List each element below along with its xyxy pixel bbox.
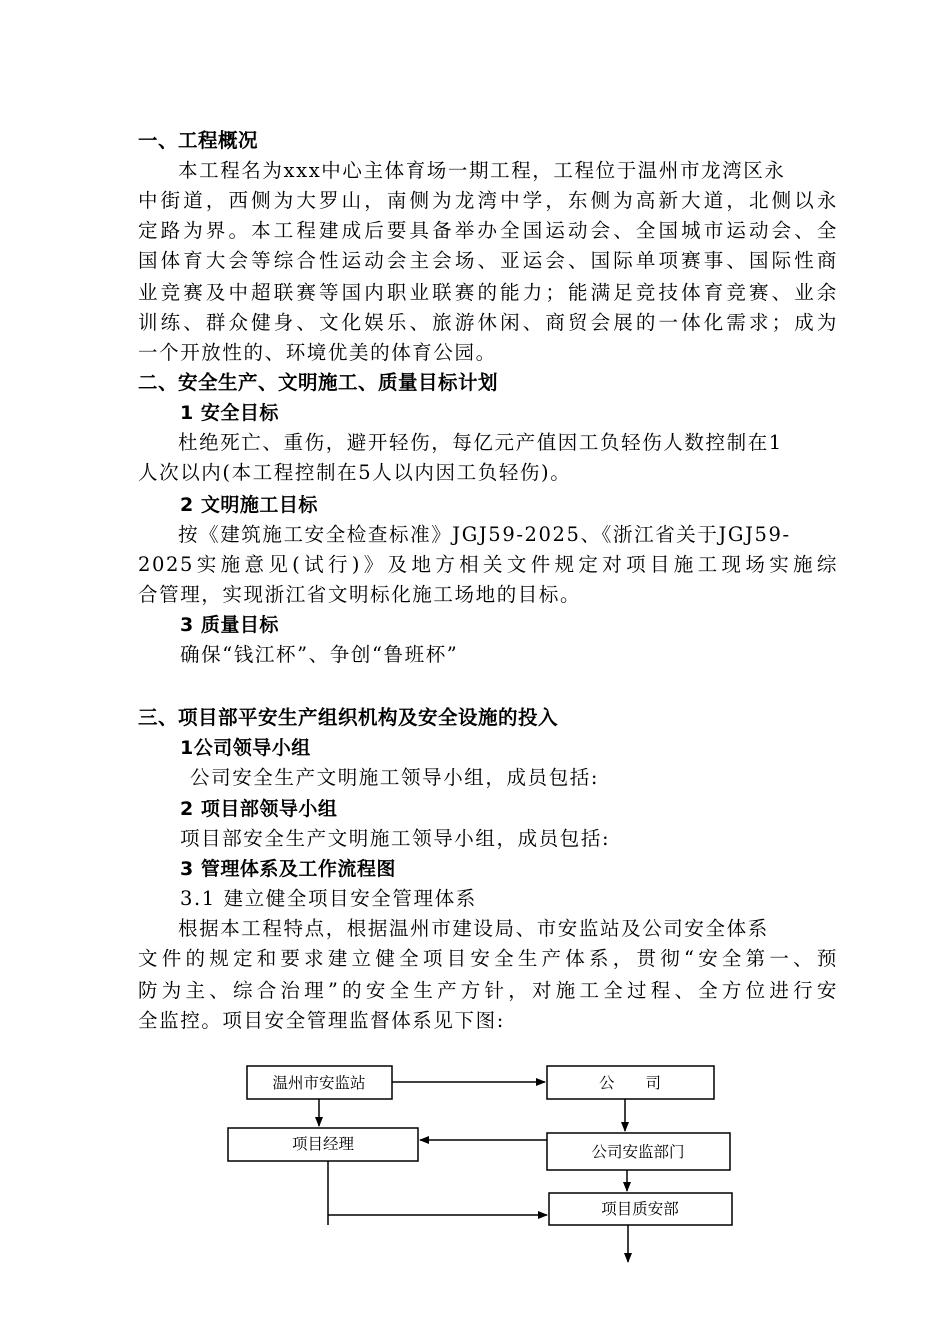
management-system-line: 防为主、综合治理”的安全生产方针，对施工全过程、全方位进行安 (138, 979, 838, 1002)
management-system-heading: 3 管理体系及工作流程图 (180, 858, 396, 880)
section-1-para-line: 本工程名为xxx中心主体育场一期工程，工程位于温州市龙湾区永 (178, 159, 786, 182)
company-box (547, 1066, 714, 1099)
manager-box-label: 项目经理 (291, 1135, 355, 1153)
section-1-heading: 一、工程概况 (138, 129, 259, 152)
section-1-para-line: 定路为界。本工程建成后要具备举办全国运动会、全国城市运动会、全 (138, 219, 838, 242)
civilized-target-line: 合管理，实现浙江省文明标化施工场地的目标。 (138, 583, 582, 606)
management-system-line: 文件的规定和要求建立健全项目安全生产体系，贯彻“安全第一、预 (138, 947, 838, 970)
management-system-line: 根据本工程特点，根据温州市建设局、市安监站及公司安全体系 (178, 917, 769, 940)
safety-target-line: 人次以内(本工程控制在5人以内因工负轻伤)。 (138, 461, 572, 484)
section-1-para-line: 业竞赛及中超联赛等国内职业联赛的能力；能满足竞技体育竞赛、业余 (138, 281, 838, 304)
qa-box-label: 项目质安部 (601, 1200, 679, 1218)
station-box-label: 温州市安监站 (272, 1074, 366, 1092)
section-1-para-line: 一个开放性的、环境优美的体育公园。 (138, 341, 497, 364)
section-1-para-line: 训练、群众健身、文化娱乐、旅游休闲、商贸会展的一体化需求；成为 (138, 311, 838, 334)
section-1-para-line: 国体育大会等综合性运动会主会场、亚运会、国际单项赛事、国际性商 (138, 249, 838, 272)
qa-box (549, 1193, 732, 1225)
management-system-line: 全监控。项目安全管理监督体系见下图: (138, 1009, 505, 1032)
civilized-target-line: 2025实施意见(试行)》及地方相关文件规定对项目施工现场实施综 (138, 553, 838, 576)
safety-target-line: 杜绝死亡、重伤，避开轻伤，每亿元产值因工负轻伤人数控制在1 (178, 431, 783, 454)
company-leadership-line: 公司安全生产文明施工领导小组，成员包括: (190, 766, 600, 789)
manager-box (228, 1128, 418, 1161)
company-box-label: 公 司 (598, 1074, 662, 1092)
section-1-para-line: 中街道，西侧为大罗山，南侧为龙湾中学，东侧为高新大道，北侧以永 (138, 189, 838, 212)
quality-target-line: 确保“钱江杯”、争创“鲁班杯” (180, 643, 459, 666)
company-leadership-heading: 1公司领导小组 (180, 737, 311, 759)
civilized-target-line: 按《建筑施工安全检查标准》JGJ59-2025、《浙江省关于JGJ59- (178, 523, 791, 546)
safety-target-heading: 1 安全目标 (180, 402, 279, 424)
project-leadership-line: 项目部安全生产文明施工领导小组，成员包括: (180, 827, 611, 850)
management-system-subheading: 3.1 建立健全项目安全管理体系 (180, 887, 477, 910)
dept-box (547, 1133, 730, 1170)
section-3-heading: 三、项目部平安生产组织机构及安全设施的投入 (138, 706, 559, 729)
civilized-target-heading: 2 文明施工目标 (180, 494, 318, 516)
dept-box-label: 公司安监部门 (591, 1143, 685, 1161)
quality-target-heading: 3 质量目标 (180, 614, 279, 636)
station-box (247, 1066, 392, 1099)
project-leadership-heading: 2 项目部领导小组 (180, 798, 338, 820)
section-2-heading: 二、安全生产、文明施工、质量目标计划 (138, 371, 499, 394)
